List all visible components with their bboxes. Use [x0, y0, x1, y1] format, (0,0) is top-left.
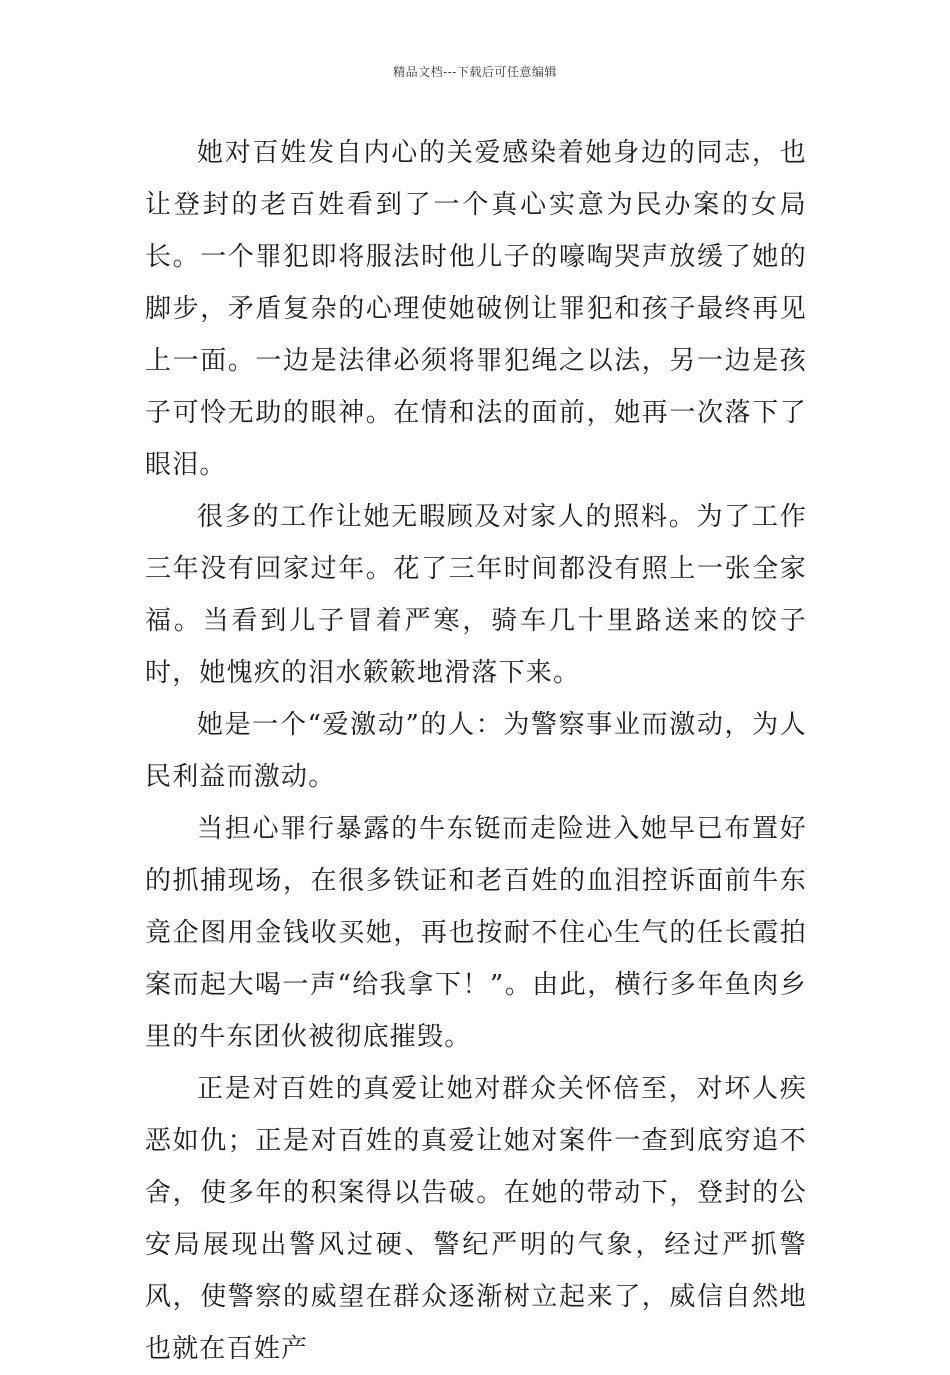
document-body: [145, 127, 807, 1375]
paragraph-1: 她对百姓发自内心的关爱感染着她身边的同志，也让登封的老百姓看到了一个真心实意为民办案的女局长。一个罪犯即将服法时他儿子的嚎啕哭声放缓了她的脚步，矛盾复杂的心理使她破例让罪犯和孩子最终再见上一面。一边是法律必须将罪犯绳之以法，另一边是孩子可怜无助的眼神。在情和法的面前，她再一次落下了眼泪。: [145, 138, 807, 480]
paragraph-5: 正是对百姓的真爱让她对群众关怀倍至，对坏人疾恶如仇；正是对百姓的真爱让她对案件一查到底穷追不舍，使多年的积案得以告破。在她的带动下，登封的公安局展现出警风过硬、警纪严明的气象，经过严抓警风，使警察的威望在群众逐渐树立起来了，威信自然地也就在百姓产: [145, 1074, 807, 1364]
paragraph-3: 她是一个“爱激动”的人：为警察事业而激动，为人民利益而激动。: [145, 710, 807, 792]
paragraph-4: 当担心罪行暴露的牛东铤而走险进入她早已布置好的抓捕现场，在很多铁证和老百姓的血泪控诉面前牛东竟企图用金钱收买她，再也按耐不住心生气的任长霞拍案而起大喝一声“给我拿下！”。由此，横行多年鱼肉乡里的牛东团伙被彻底摧毁。: [145, 814, 807, 1052]
page-header: 精品文档---下载后可任意编辑: [393, 65, 557, 79]
paragraph-2: 很多的工作让她无暇顾及对家人的照料。为了工作三年没有回家过年。花了三年时间都没有照上一张全家福。当看到儿子冒着严寒，骑车几十里路送来的饺子时，她愧疚的泪水簌簌地滑落下来。: [145, 502, 807, 688]
